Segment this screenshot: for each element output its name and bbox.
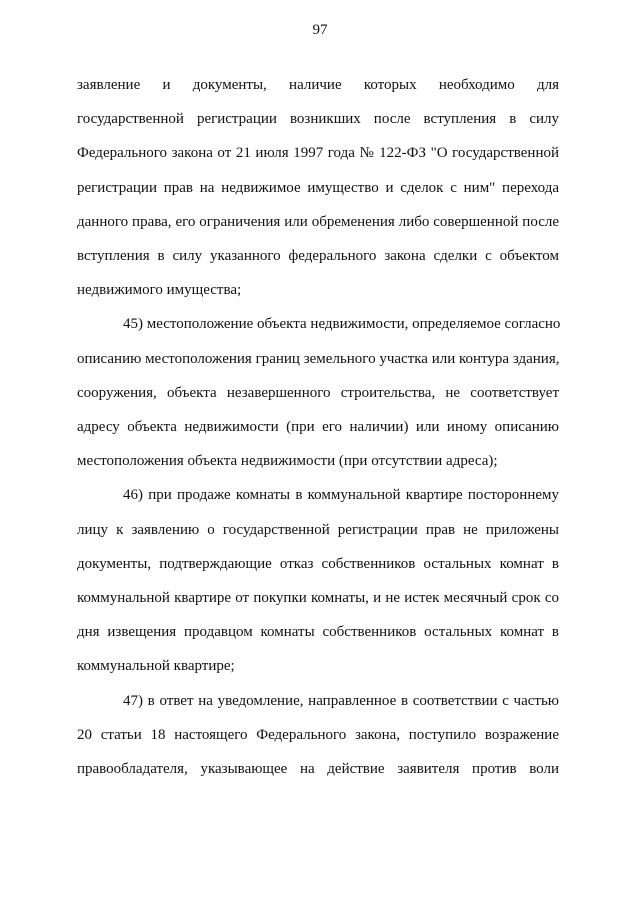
text-line: сооружения, объекта незавершенного строительства, не соответствует	[77, 384, 559, 401]
text-line: дня извещения продавцом комнаты собственников остальных комнат в	[77, 624, 559, 641]
text-line: недвижимого имущества;	[77, 282, 242, 299]
text-line: данного права, его ограничения или обременения либо совершенной после	[77, 213, 559, 230]
text-line: 46) при продаже комнаты в коммунальной квартире постороннему	[123, 487, 559, 504]
text-line: местоположения объекта недвижимости (при отсутствии адреса);	[77, 453, 498, 470]
text-line: регистрации прав на недвижимое имущество и сделок с ним" перехода	[77, 179, 559, 196]
paragraph-item-45	[77, 307, 559, 478]
text-line: адресу объекта недвижимости (при его наличии) или иному описанию	[77, 419, 559, 436]
text-line: лицу к заявлению о государственной регистрации прав не приложены	[77, 521, 559, 538]
paragraph-continuation	[77, 68, 559, 307]
text-line: 45) местоположение объекта недвижимости, определяемое согласно	[123, 316, 561, 333]
text-line: правообладателя, указывающее на действие заявителя против воли	[77, 761, 559, 778]
page-number: 97	[312, 22, 328, 38]
paragraph-item-47	[77, 684, 559, 787]
document-body	[77, 68, 559, 786]
text-line: Федерального закона от 21 июля 1997 года № 122-ФЗ "О государственной	[77, 145, 559, 162]
text-line: описанию местоположения границ земельного участка или контура здания,	[77, 350, 560, 367]
text-line: коммунальной квартире от покупки комнаты, и не истек месячный срок со	[77, 590, 559, 607]
text-line: 20 статьи 18 настоящего Федерального закона, поступило возражение	[77, 726, 559, 743]
text-line: заявление и документы, наличие которых необходимо для	[77, 77, 559, 93]
text-line: 47) в ответ на уведомление, направленное в соответствии с частью	[123, 692, 559, 709]
text-line: коммунальной квартире;	[77, 658, 235, 675]
text-line: государственной регистрации возникших после вступления в силу	[77, 111, 559, 128]
text-line: документы, подтверждающие отказ собственников остальных комнат в	[77, 555, 559, 572]
text-line: вступления в силу указанного федерального закона сделки с объектом	[77, 248, 559, 265]
paragraph-item-46	[77, 478, 559, 683]
